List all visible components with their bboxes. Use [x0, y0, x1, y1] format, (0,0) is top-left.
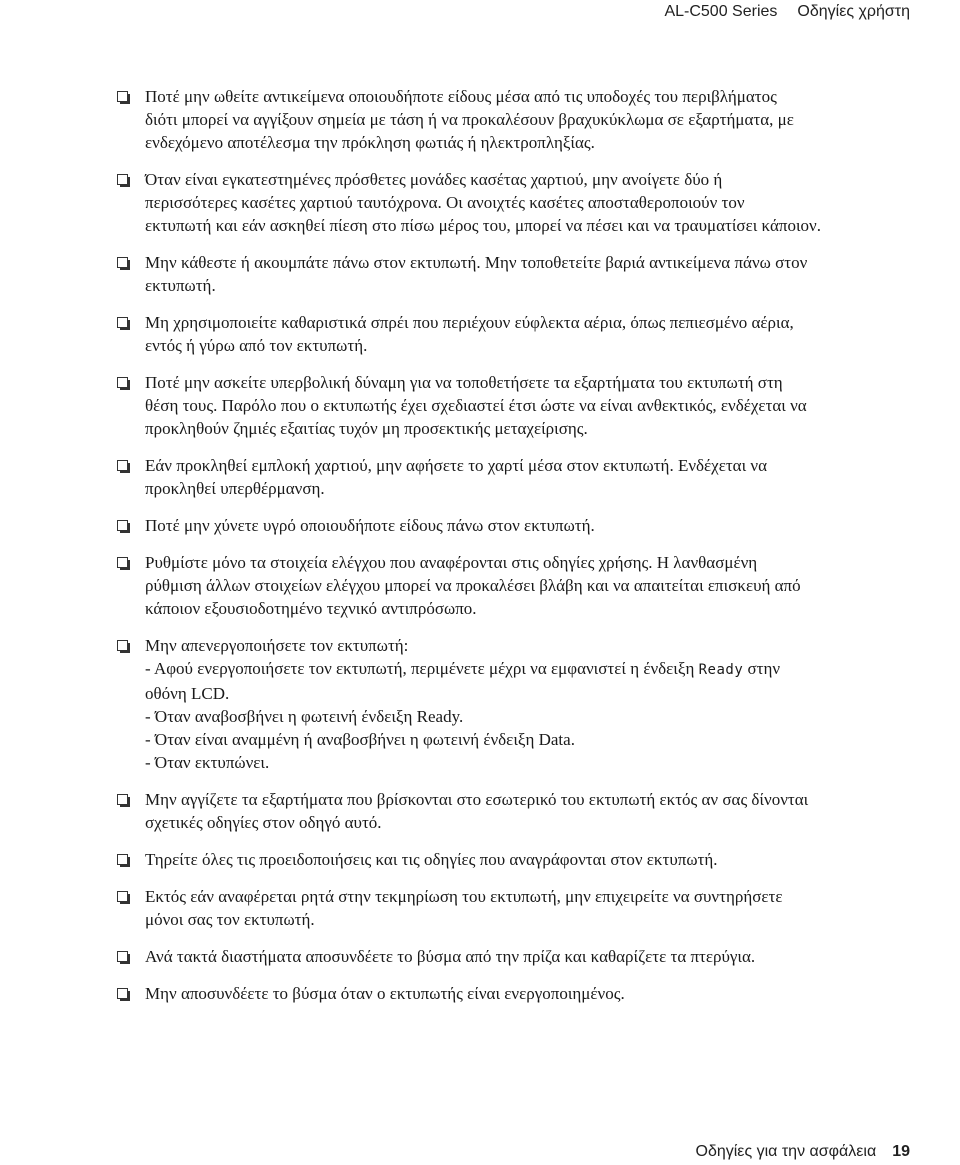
item-text-line: εκτυπωτή και εάν ασκηθεί πίεση στο πίσω μέρος του, μπορεί να πέσει και να τραυματίσει κάποιον.: [145, 216, 821, 235]
item-text-line: [145, 657, 897, 682]
list-item: [117, 514, 897, 537]
item-text-line: Μη χρησιμοποιείτε καθαριστικά σπρέι που περιέχουν εύφλεκτα αέρια, όπως πεπιεσμένο αέρια,: [145, 313, 794, 332]
checkbox-bullet-icon: [117, 640, 128, 651]
checkbox-bullet-icon: [117, 951, 128, 962]
item-text-line: Ποτέ μην χύνετε υγρό οποιουδήποτε είδους πάνω στον εκτυπωτή.: [145, 516, 595, 535]
item-text-line: Ποτέ μην ασκείτε υπερβολική δύναμη για να τοποθετήσετε τα εξαρτήματα του εκτυπωτή στη: [145, 373, 783, 392]
list-item: [117, 454, 897, 500]
checkbox-bullet-icon: [117, 377, 128, 388]
product-name: AL-C500 Series: [664, 3, 778, 20]
text-segment: - Αφού ενεργοποιήσετε τον εκτυπωτή, περιμένετε μέχρι να εμφανιστεί η ένδειξη: [145, 659, 699, 678]
item-text-line: - Όταν αναβοσβήνει η φωτεινή ένδειξη Ready.: [145, 707, 464, 726]
list-item: [117, 251, 897, 297]
list-item: [117, 982, 897, 1005]
item-text-line: εκτυπωτή.: [145, 276, 216, 295]
item-text-line: διότι μπορεί να αγγίξουν σημεία με τάση ή να προκαλέσουν βραχυκύκλωμα σε εξαρτήματα, με: [145, 110, 794, 129]
list-item: [117, 945, 897, 968]
item-text-line: Ανά τακτά διαστήματα αποσυνδέετε το βύσμα από την πρίζα και καθαρίζετε τα πτερύγια.: [145, 947, 756, 966]
list-item: [117, 168, 897, 237]
list-item: [117, 634, 897, 774]
list-item: [117, 788, 897, 834]
item-text-line: κάποιον εξουσιοδοτημένο τεχνικό αντιπρόσωπο.: [145, 599, 477, 618]
item-text-line: ρύθμιση άλλων στοιχείων ελέγχου μπορεί να προκαλέσει βλάβη και να απαιτείται επισκευή από: [145, 576, 801, 595]
item-text-line: Τηρείτε όλες τις προειδοποιήσεις και τις οδηγίες που αναγράφονται στον εκτυπωτή.: [145, 850, 718, 869]
guide-title: Οδηγίες χρήστη: [797, 3, 910, 20]
item-text-line: Μην αποσυνδέετε το βύσμα όταν ο εκτυπωτής είναι ενεργοποιημένος.: [145, 984, 625, 1003]
checkbox-bullet-icon: [117, 91, 128, 102]
item-text-line: προκληθεί υπερθέρμανση.: [145, 479, 325, 498]
page-footer: [696, 1139, 911, 1165]
list-item: [117, 885, 897, 931]
list-item: [117, 551, 897, 620]
item-text-line: Ρυθμίστε μόνο τα στοιχεία ελέγχου που αναφέρονται στις οδηγίες χρήσης. Η λανθασμένη: [145, 553, 758, 572]
item-text-line: Εάν προκληθεί εμπλοκή χαρτιού, μην αφήσετε το χαρτί μέσα στον εκτυπωτή. Ενδέχεται να: [145, 456, 768, 475]
checkbox-bullet-icon: [117, 520, 128, 531]
lcd-ready-text: Ready: [698, 662, 744, 678]
list-item: [117, 371, 897, 440]
item-text-line: Όταν είναι εγκατεστημένες πρόσθετες μονάδες κασέτας χαρτιού, μην ανοίγετε δύο ή: [145, 170, 723, 189]
checkbox-bullet-icon: [117, 988, 128, 999]
checkbox-bullet-icon: [117, 460, 128, 471]
checkbox-bullet-icon: [117, 794, 128, 805]
checkbox-bullet-icon: [117, 174, 128, 185]
item-text-line: Μην αγγίζετε τα εξαρτήματα που βρίσκονται στο εσωτερικό του εκτυπωτή εκτός αν σας δίνονται: [145, 790, 809, 809]
safety-list: [117, 85, 897, 1019]
page-number: 19: [892, 1143, 910, 1160]
checkbox-bullet-icon: [117, 854, 128, 865]
item-text-line: σχετικές οδηγίες στον οδηγό αυτό.: [145, 813, 382, 832]
item-text-line: προκληθούν ζημιές εξαιτίας τυχόν μη προσεκτικής μεταχείρισης.: [145, 419, 588, 438]
item-text-line: Εκτός εάν αναφέρεται ρητά στην τεκμηρίωση του εκτυπωτή, μην επιχειρείτε να συντηρήσετε: [145, 887, 783, 906]
checkbox-bullet-icon: [117, 891, 128, 902]
checkbox-bullet-icon: [117, 317, 128, 328]
item-text-line: θέση τους. Παρόλο που ο εκτυπωτής έχει σχεδιαστεί έτσι ώστε να είναι ανθεκτικός, ενδέχεται να: [145, 396, 807, 415]
item-text-line: - Όταν είναι αναμμένη ή αναβοσβήνει η φωτεινή ένδειξη Data.: [145, 730, 575, 749]
item-text-line: μόνοι σας τον εκτυπωτή.: [145, 910, 315, 929]
item-text-line: Ποτέ μην ωθείτε αντικείμενα οποιουδήποτε είδους μέσα από τις υποδοχές του περιβλήματος: [145, 87, 777, 106]
text-segment: στην: [743, 659, 781, 678]
checkbox-bullet-icon: [117, 257, 128, 268]
list-item: [117, 85, 897, 154]
list-item: [117, 848, 897, 871]
page-header: [0, 0, 960, 24]
item-text-line: ενδεχόμενο αποτέλεσμα την πρόκληση φωτιάς ή ηλεκτροπληξίας.: [145, 133, 595, 152]
item-text-line: οθόνη LCD.: [145, 684, 230, 703]
item-text-line: εντός ή γύρω από τον εκτυπωτή.: [145, 336, 368, 355]
item-text-line: Μην κάθεστε ή ακουμπάτε πάνω στον εκτυπωτή. Μην τοποθετείτε βαριά αντικείμενα πάνω στον: [145, 253, 808, 272]
item-text-line: - Όταν εκτυπώνει.: [145, 753, 270, 772]
list-item: [117, 311, 897, 357]
item-text-line: Μην απενεργοποιήσετε τον εκτυπωτή:: [145, 636, 409, 655]
section-title: Οδηγίες για την ασφάλεια: [695, 1143, 877, 1160]
item-text-line: περισσότερες κασέτες χαρτιού ταυτόχρονα. Οι ανοιχτές κασέτες αποσταθεροποιούν τον: [145, 193, 745, 212]
checkbox-bullet-icon: [117, 557, 128, 568]
